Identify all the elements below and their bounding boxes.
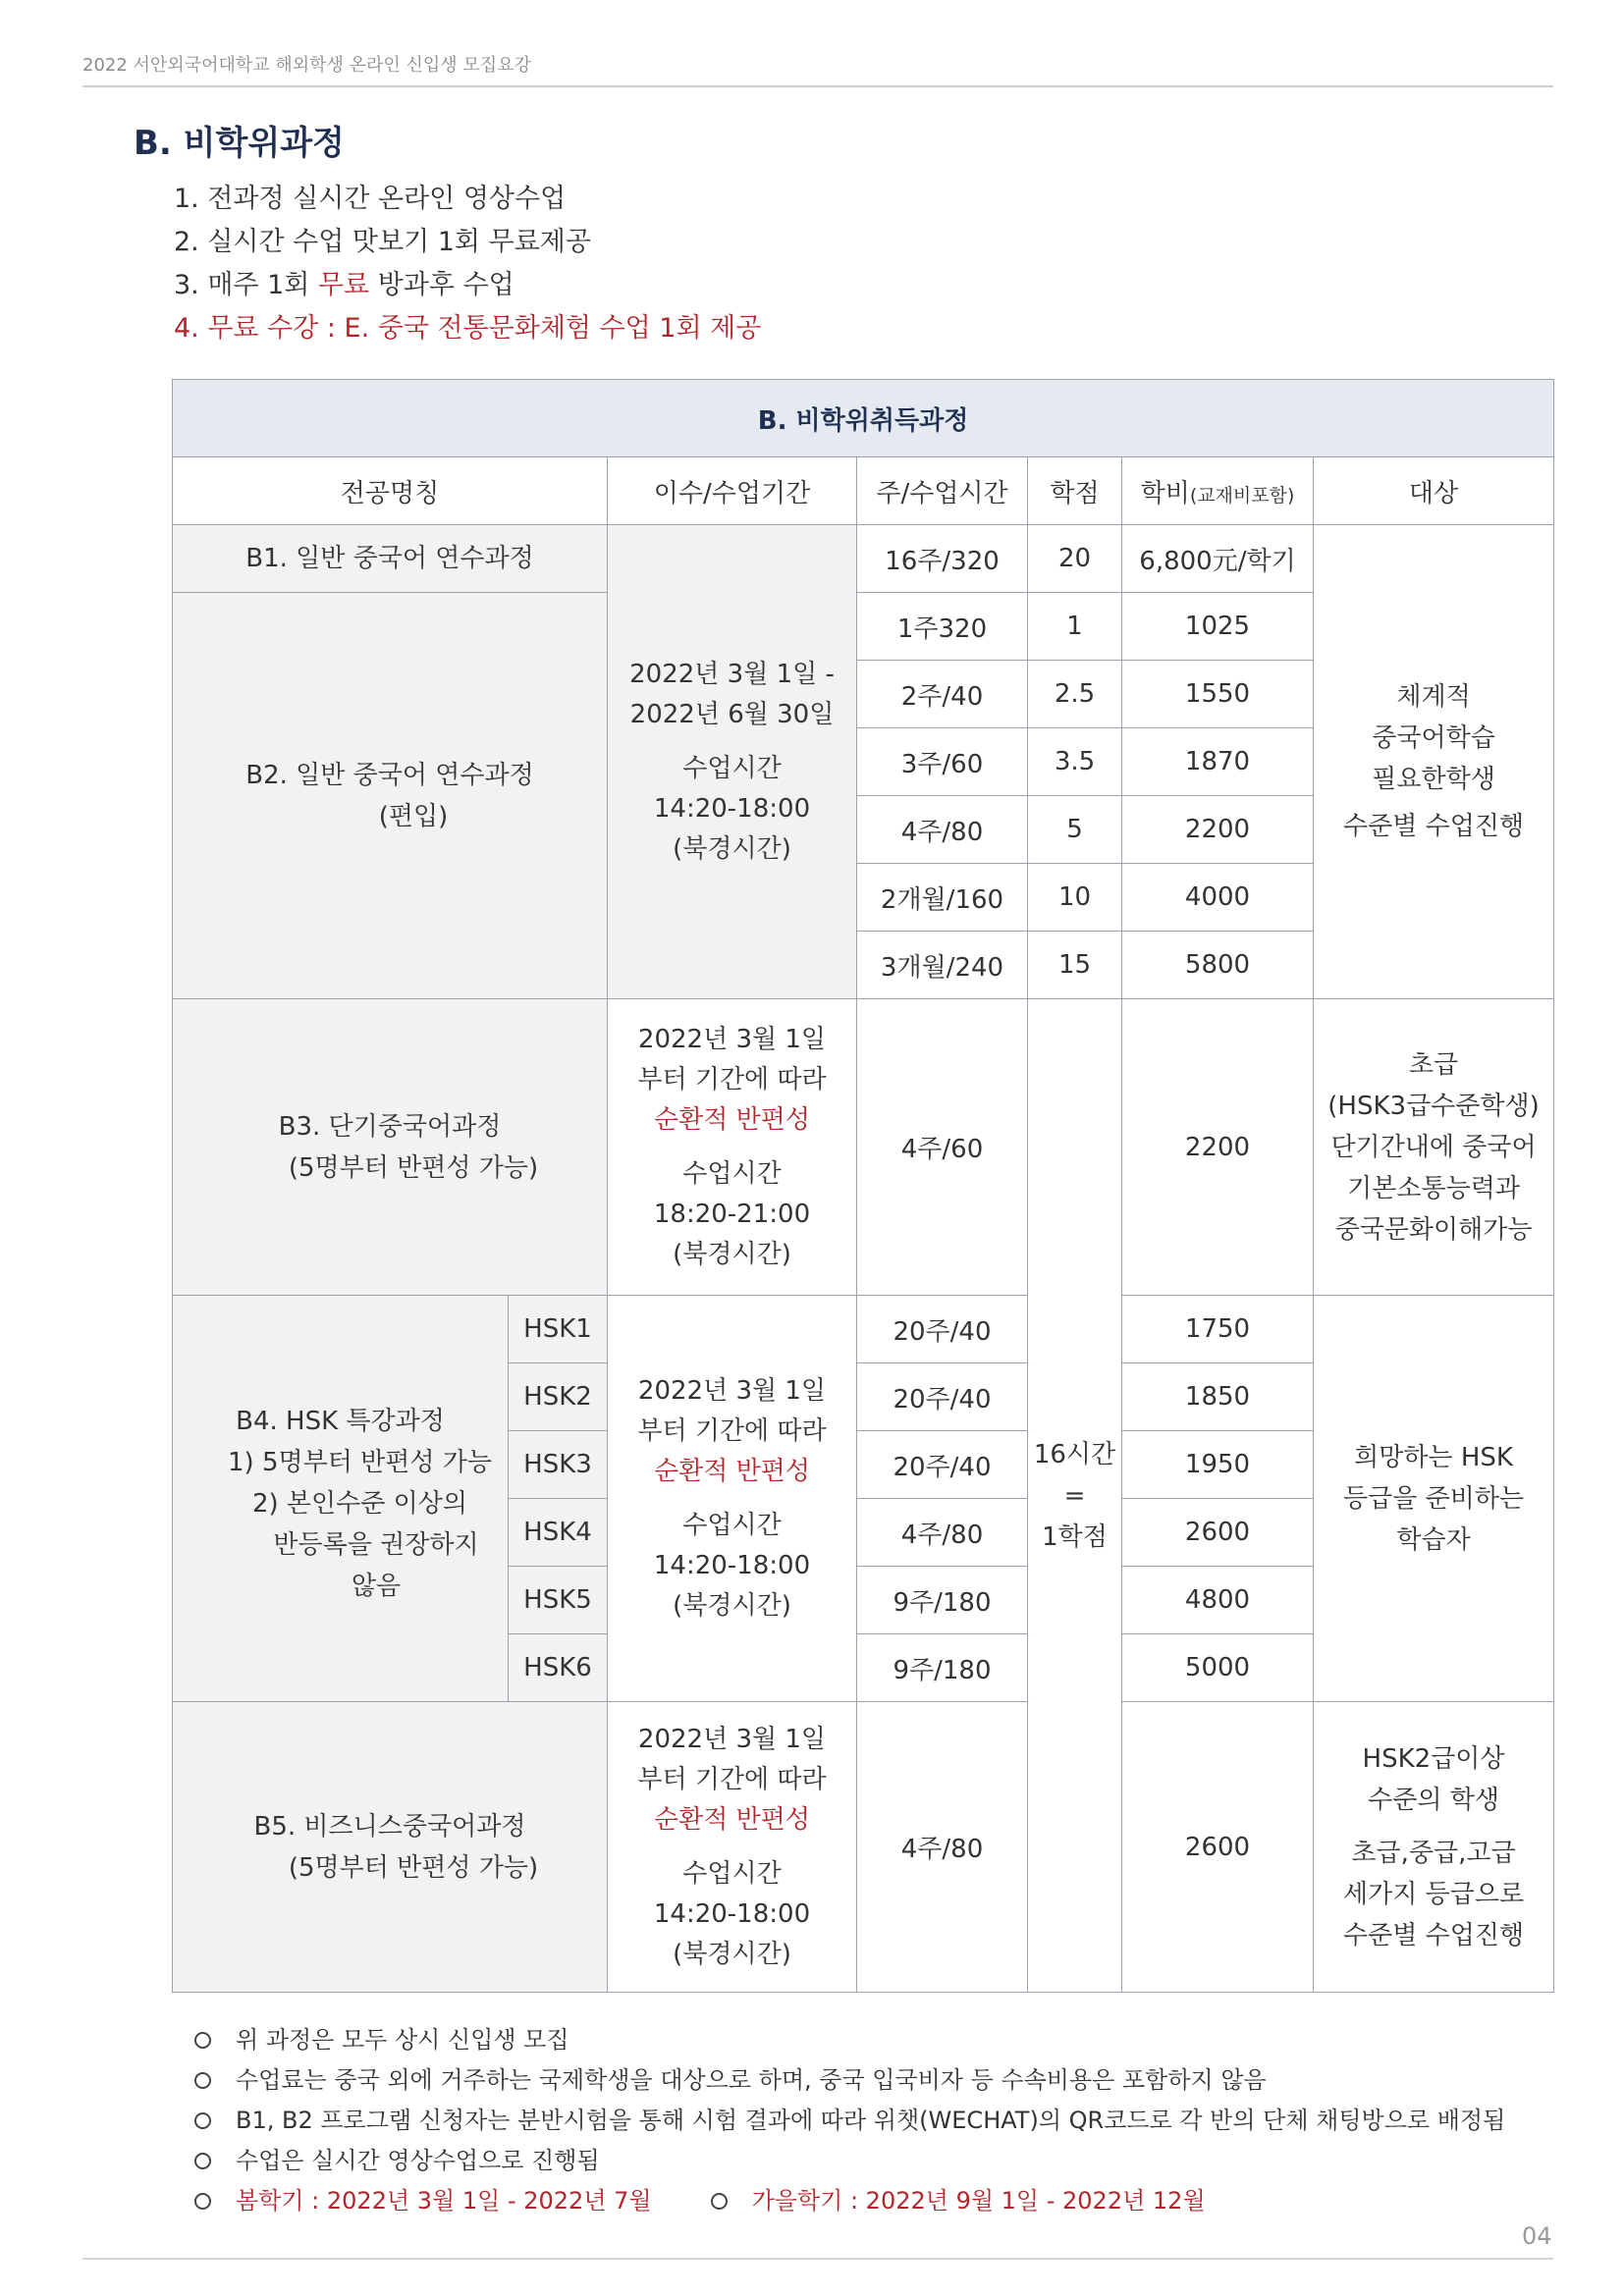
hsk-level: HSK3: [509, 1431, 608, 1499]
credit-cell: 3.5: [1028, 728, 1122, 796]
header-name: 전공명칭: [173, 457, 608, 525]
weeks-cell: 1주320: [857, 593, 1028, 661]
fee-cell: 5000: [1122, 1634, 1314, 1702]
header-weeks: 주/수업시간: [857, 457, 1028, 525]
credit-cell: 1: [1028, 593, 1122, 661]
weeks-cell: 9주/180: [857, 1634, 1028, 1702]
period-b1-b2: 2022년 3월 1일 - 2022년 6월 30일 수업시간 14:20-18:00 (북경시간): [608, 525, 857, 999]
circle-bullet-icon: [194, 2153, 211, 2169]
fee-cell: 5800: [1122, 932, 1314, 999]
header-fee: 학비(교재비포함): [1122, 457, 1314, 525]
period-b3: 2022년 3월 1일 부터 기간에 따라 순환적 반편성 수업시간 18:20-21:00 (북경시간): [608, 999, 857, 1296]
weeks-cell: 20주/40: [857, 1363, 1028, 1431]
course-name-b4: B4. HSK 특강과정 1) 5명부터 반편성 가능 2) 본인수준 이상의 반등록을 권장하지 않음: [173, 1296, 509, 1702]
notes-list: [194, 2020, 1505, 2221]
weeks-cell: 4주/80: [857, 1499, 1028, 1567]
weeks-cell: 3개월/240: [857, 932, 1028, 999]
course-name-b5: B5. 비즈니스중국어과정 (5명부터 반편성 가능): [173, 1702, 608, 1993]
weeks-cell: 9주/180: [857, 1567, 1028, 1634]
weeks-cell: 20주/40: [857, 1431, 1028, 1499]
period-b4: 2022년 3월 1일 부터 기간에 따라 순환적 반편성 수업시간 14:20-18:00 (북경시간): [608, 1296, 857, 1702]
intro-item-1: 1. 전과정 실시간 온라인 영상수업: [174, 184, 567, 214]
fee-cell: 2200: [1122, 999, 1314, 1296]
target-b5: HSK2급이상 수준의 학생 초급,중급,고급 세가지 등급으로 수준별 수업진행: [1314, 1702, 1554, 1993]
table-title: B. 비학위취득과정: [173, 380, 1554, 457]
note-item: B1, B2 프로그램 신청자는 분반시험을 통해 시험 결과에 따라 위챗(WECHAT)의 QR코드로 각 반의 단체 채팅방으로 배정됨: [194, 2101, 1505, 2141]
header-target: 대상: [1314, 457, 1554, 525]
weeks-cell: 20주/40: [857, 1296, 1028, 1363]
table-title-row: [173, 380, 1554, 457]
hsk-level: HSK2: [509, 1363, 608, 1431]
note-item-semesters: [194, 2181, 1505, 2221]
period-b5: 2022년 3월 1일 부터 기간에 따라 순환적 반편성 수업시간 14:20-18:00 (북경시간): [608, 1702, 857, 1993]
fee-cell: 6,800元/학기: [1122, 525, 1314, 593]
fee-cell: 4800: [1122, 1567, 1314, 1634]
note-item: 수업은 실시간 영상수업으로 진행됨: [194, 2141, 1505, 2181]
weeks-cell: 4주/60: [857, 999, 1028, 1296]
circle-bullet-icon: [194, 2072, 211, 2089]
footer-divider: [82, 2258, 1553, 2260]
table-row: [173, 1702, 1554, 1993]
target-b3: 초급 (HSK3급수준학생) 단기간내에 중국어 기본소통능력과 중국문화이해가능: [1314, 999, 1554, 1296]
note-item: 수업료는 중국 외에 거주하는 국제학생을 대상으로 하며, 중국 입국비자 등 수속비용은 포함하지 않음: [194, 2060, 1505, 2101]
hsk-level: HSK5: [509, 1567, 608, 1634]
fee-cell: 1550: [1122, 661, 1314, 728]
header-period: 이수/수업기간: [608, 457, 857, 525]
fee-cell: 1850: [1122, 1363, 1314, 1431]
table-row: [173, 999, 1554, 1296]
table-header-row: [173, 457, 1554, 525]
header-credit: 학점: [1028, 457, 1122, 525]
fee-cell: 2600: [1122, 1499, 1314, 1567]
intro-list: [174, 178, 761, 350]
weeks-cell: 2주/40: [857, 661, 1028, 728]
intro-item-3: 3. 매주 1회 무료 방과후 수업: [174, 270, 514, 300]
header-divider: [82, 85, 1553, 87]
credit-cell: 2.5: [1028, 661, 1122, 728]
course-name-b1: B1. 일반 중국어 연수과정: [173, 525, 608, 593]
table-row: [173, 525, 1554, 593]
fee-cell: 2200: [1122, 796, 1314, 864]
hsk-level: HSK6: [509, 1634, 608, 1702]
course-table: [172, 379, 1554, 1993]
table-row: [173, 1296, 1554, 1363]
course-name-b3: B3. 단기중국어과정 (5명부터 반편성 가능): [173, 999, 608, 1296]
weeks-cell: 2개월/160: [857, 864, 1028, 932]
circle-bullet-icon: [194, 2193, 211, 2210]
credit-cell: 10: [1028, 864, 1122, 932]
hsk-level: HSK4: [509, 1499, 608, 1567]
note-item: 위 과정은 모두 상시 신입생 모집: [194, 2020, 1505, 2060]
intro-item-3-highlight: 무료: [317, 270, 370, 300]
course-name-b2: B2. 일반 중국어 연수과정 (편입): [173, 593, 608, 999]
credit-cell: 5: [1028, 796, 1122, 864]
credit-cell: 20: [1028, 525, 1122, 593]
hsk-level: HSK1: [509, 1296, 608, 1363]
fee-cell: 2600: [1122, 1702, 1314, 1993]
page-number: 04: [1522, 2222, 1552, 2250]
fee-cell: 1750: [1122, 1296, 1314, 1363]
weeks-cell: 4주/80: [857, 1702, 1028, 1993]
fee-cell: 4000: [1122, 864, 1314, 932]
fee-cell: 1870: [1122, 728, 1314, 796]
circle-bullet-icon: [194, 2032, 211, 2049]
weeks-cell: 4주/80: [857, 796, 1028, 864]
target-b1-b2: 체계적 중국어학습 필요한학생 수준별 수업진행: [1314, 525, 1554, 999]
circle-bullet-icon: [194, 2112, 211, 2129]
weeks-cell: 3주/60: [857, 728, 1028, 796]
section-title: B. 비학위과정: [134, 124, 345, 163]
circle-bullet-icon: [711, 2193, 728, 2210]
credit-cell: 15: [1028, 932, 1122, 999]
fall-semester: 가을학기 : 2022년 9월 1일 - 2022년 12월: [711, 2181, 1206, 2221]
intro-item-2: 2. 실시간 수업 맛보기 1회 무료제공: [174, 227, 591, 257]
fee-cell: 1025: [1122, 593, 1314, 661]
fee-cell: 1950: [1122, 1431, 1314, 1499]
target-b4: 희망하는 HSK 등급을 준비하는 학습자: [1314, 1296, 1554, 1702]
weeks-cell: 16주/320: [857, 525, 1028, 593]
intro-item-4: 4. 무료 수강 : E. 중국 전통문화체험 수업 1회 제공: [174, 313, 762, 344]
document-header: 2022 서안외국어대학교 해외학생 온라인 신입생 모집요강: [82, 55, 531, 76]
credit-merged: 16시간 = 1학점: [1028, 999, 1122, 1993]
spring-semester: 봄학기 : 2022년 3월 1일 - 2022년 7월: [236, 2187, 652, 2215]
